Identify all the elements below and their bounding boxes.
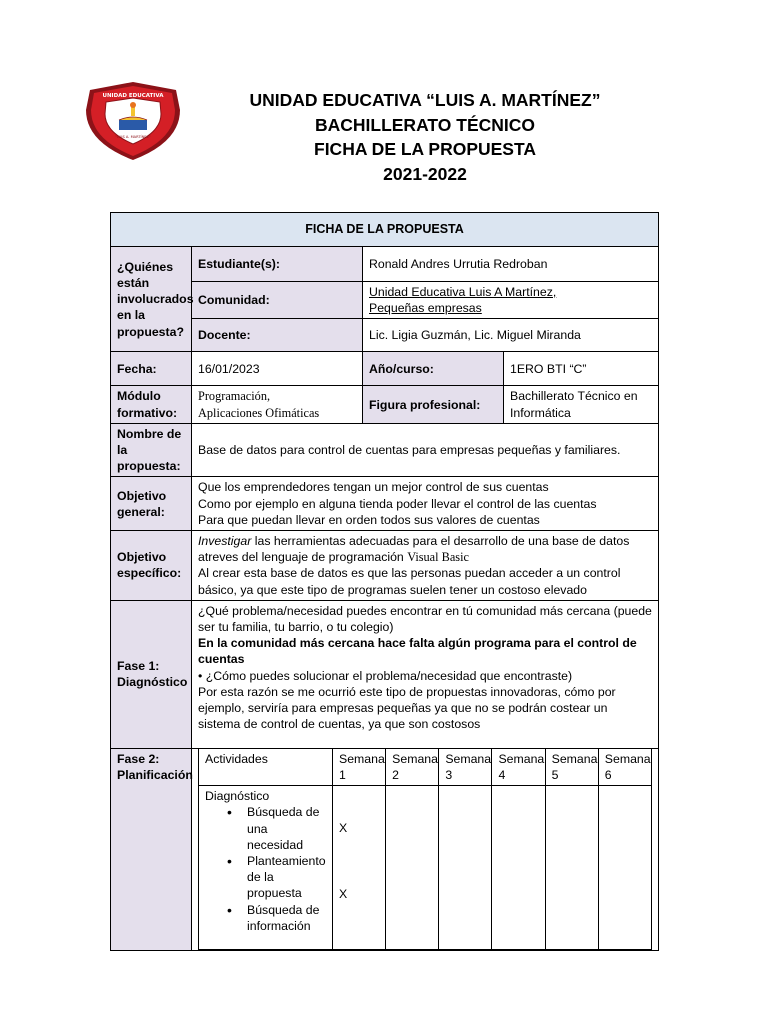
svg-text:"LUIS A. MARTÍNEZ": "LUIS A. MARTÍNEZ" [115, 135, 151, 139]
specific-objective-verb: Investigar [198, 534, 252, 549]
week-header: Semana 5 [545, 749, 598, 786]
week5-cell [545, 786, 598, 950]
specific-objective-line1-rest: las herramientas adecuadas para el desarrollo de una base de datos [251, 534, 630, 549]
week-header: Semana 6 [598, 749, 651, 786]
involved-label: ¿Quiénes están involucrados en la propuesta? [111, 247, 192, 352]
general-objective-label: Objetivo general: [111, 477, 192, 531]
community-value-line1: Unidad Educativa Luis A Martínez, [369, 285, 557, 299]
module-label: Módulo formativo: [111, 386, 192, 423]
document-title: FICHA DE LA PROPUESTA [314, 139, 536, 159]
week-header: Semana 1 [333, 749, 386, 786]
list-item: • Planteamiento de la propuesta [227, 853, 326, 902]
svg-text:UNIDAD EDUCATIVA: UNIDAD EDUCATIVA [102, 93, 164, 99]
specific-objective-label: Objetivo específico: [111, 531, 192, 601]
phase1-question2: • ¿Cómo puedes solucionar el problema/necesidad que encontraste) [198, 668, 573, 683]
year-value: 1ERO BTI “C” [504, 352, 659, 386]
date-label: Fecha: [111, 352, 192, 386]
specific-objective-language: Visual Basic [407, 550, 469, 565]
planning-table [198, 749, 652, 950]
module-value [192, 386, 363, 423]
week2-cell [386, 786, 439, 950]
phase2-content [192, 748, 659, 950]
proposal-name-label: Nombre de la propuesta: [111, 423, 192, 477]
community-label: Comunidad: [192, 282, 363, 319]
specific-objective-line1 [198, 533, 652, 549]
activities-cell [199, 786, 333, 950]
phase1-need: En la comunidad más cercana hace falta algún programa para el control de cuentas [198, 636, 637, 667]
specific-objective-line2-text: atreves del lenguaje de programación [198, 550, 408, 565]
list-item: • Búsqueda de una necesidad [227, 804, 326, 853]
phase1-label: Fase 1: Diagnóstico [111, 600, 192, 748]
activity-list [205, 804, 326, 934]
phase1-answer: Por esta razón se me ocurrió este tipo de propuestas innovadoras, cómo por ejemplo, serviría para empresas pequeñas ya que no se podrán costear un sistema de control de cuentas, ya que son costosos [198, 684, 616, 732]
community-value-line2: Pequeñas empresas [369, 301, 482, 316]
week1-mark: X [339, 887, 348, 902]
week-header: Semana 2 [386, 749, 439, 786]
phase1-question: ¿Qué problema/necesidad puedes encontrar en tú comunidad más cercana (puede ser tu familia, tu barrio, o tu colegio) [198, 603, 652, 635]
date-value: 16/01/2023 [192, 352, 363, 386]
student-value: Ronald Andres Urrutia Redroban [363, 247, 659, 282]
list-item: • Búsqueda de información [227, 902, 326, 934]
general-objective-line: Como por ejemplo en alguna tienda poder llevar el control de las cuentas [198, 496, 597, 511]
year-label: Año/curso: [363, 352, 504, 386]
program-name: BACHILLERATO TÉCNICO [314, 114, 536, 135]
general-objective-line: Que los emprendedores tengan un mejor control de sus cuentas [198, 480, 549, 495]
form-title: FICHA DE LA PROPUESTA [111, 213, 659, 247]
week4-cell [492, 786, 545, 950]
document-header [160, 88, 690, 186]
module-value-line2: Aplicaciones Ofimáticas [198, 405, 320, 420]
week1-mark: X [339, 821, 348, 836]
week-header: Semana 3 [439, 749, 492, 786]
week1-cell [333, 786, 386, 950]
specific-objective-line2 [198, 549, 652, 565]
student-label: Estudiante(s): [192, 247, 363, 282]
general-objective-line: Para que puedan llevar en orden todos sus valores de cuentas [198, 512, 540, 527]
general-objective-value [192, 477, 659, 531]
school-year: 2021-2022 [383, 163, 467, 184]
teacher-value: Lic. Ligia Guzmán, Lic. Miguel Miranda [363, 319, 659, 352]
activities-header: Actividades [199, 749, 333, 786]
specific-objective-value [192, 531, 659, 601]
specific-objective-line3: Al crear esta base de datos es que las personas puedan acceder a un control [198, 566, 621, 581]
module-value-line1: Programación, [198, 389, 271, 404]
figure-label: Figura profesional: [363, 386, 504, 423]
proposal-name-value: Base de datos para control de cuentas para empresas pequeñas y familiares. [192, 423, 659, 477]
phase1-content [192, 600, 659, 748]
week6-cell [598, 786, 651, 950]
community-value [363, 282, 659, 319]
proposal-form-table [110, 212, 659, 951]
week-header: Semana 4 [492, 749, 545, 786]
phase2-label: Fase 2: Planificación [111, 748, 192, 950]
school-name: UNIDAD EDUCATIVA “LUIS A. MARTÍNEZ” [249, 90, 601, 110]
figure-value: Bachillerato Técnico en Informática [504, 386, 659, 423]
week3-cell [439, 786, 492, 950]
activity-group: Diagnóstico [205, 789, 270, 804]
teacher-label: Docente: [192, 319, 363, 352]
specific-objective-line4: básico, ya que este tipo de programas suelen tener un costoso elevado [198, 582, 587, 597]
